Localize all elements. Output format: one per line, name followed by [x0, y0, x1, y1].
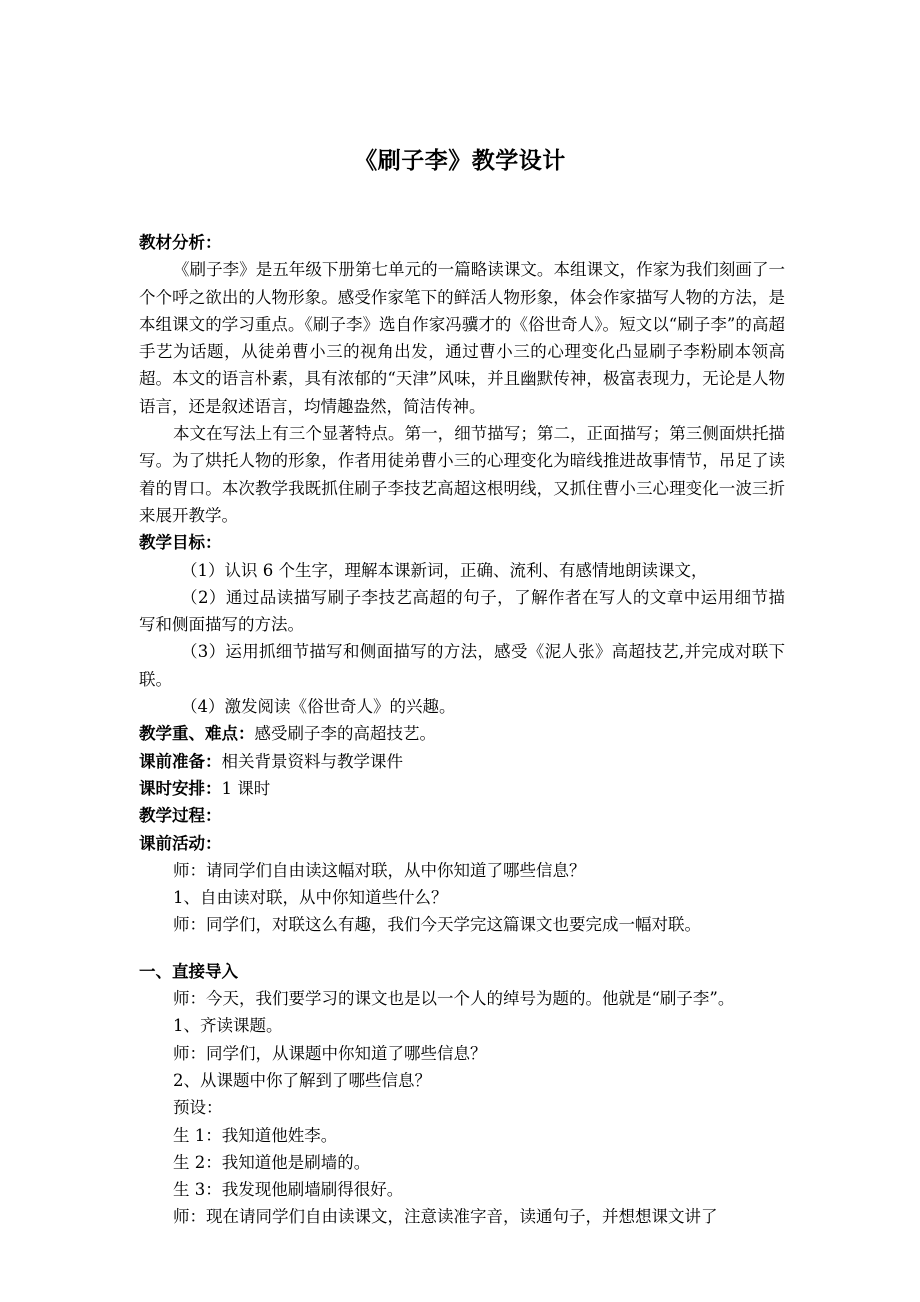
objective-item: （3）运用抓细节描写和侧面描写的方法，感受《泥人张》高超技艺,并完成对联下联。 — [139, 642, 785, 689]
schedule-value: 1 课时 — [221, 778, 271, 798]
key-points-label: 教学重、难点： — [139, 724, 255, 744]
intro-heading: 一、直接导入 — [139, 961, 238, 981]
intro-line: 师：现在请同学们自由读课文，注意读准字音，读通句子，并想想课文讲了 — [173, 1207, 718, 1227]
objective-item: （1）认识 6 个生字，理解本课新词，正确、流利、有感情地朗读课文， — [181, 560, 708, 580]
intro-line: 生 3：我发现他刷墙刷得很好。 — [173, 1180, 404, 1200]
section-gap — [139, 939, 785, 958]
schedule-label: 课时安排： — [139, 778, 222, 798]
pre-class-line: 1、自由读对联，从中你知道些什么？ — [173, 888, 448, 908]
key-points-line — [139, 720, 785, 747]
pre-class-line: 师：同学们，对联这么有趣，我们今天学完这篇课文也要完成一幅对联。 — [173, 915, 701, 935]
analysis-paragraph-1: 《刷子李》是五年级下册第七单元的一篇略读课文。本组课文，作家为我们刻画了一个个呼之欲出的人物形象。感受作家笔下的鲜活人物形象，体会作家描写人物的方法，是本组课文的学习重点。《刷子李》选自作家冯骥才的《俗世奇人》。短文以“刷子李”的高超手艺为话题，从徒弟曹小三的视角出发，通过曹小三的心理变化凸显刷子李粉刷本领高超。本文的语言朴素，具有浓郁的“天津”风味，并且幽默传神，极富表现力，无论是人物语言，还是叙述语言，均情趣盎然，简洁传神。 — [139, 260, 785, 416]
preparation-value: 相关背景资料与教学课件 — [221, 751, 403, 771]
document-title: 《刷子李》教学设计 — [354, 147, 566, 174]
pre-class-heading: 课前活动： — [139, 833, 222, 853]
intro-line: 师：同学们，从课题中你知道了哪些信息？ — [173, 1043, 487, 1063]
document-body — [139, 229, 785, 1231]
analysis-paragraph-2: 本文在写法上有三个显著特点。第一，细节描写；第二，正面描写；第三侧面烘托描写。为了烘托人物的形象，作者用徒弟曹小三的心理变化为暗线推进故事情节，吊足了读着的胃口。本次教学我既抓住刷子李技艺高超这根明线，又抓住曹小三心理变化一波三折来展开教学。 — [139, 424, 785, 525]
objective-item: （4）激发阅读《俗世奇人》的兴趣。 — [181, 697, 456, 717]
intro-line: 生 1：我知道他姓李。 — [173, 1125, 338, 1145]
process-heading: 教学过程： — [139, 806, 222, 826]
analysis-heading: 教材分析： — [139, 233, 222, 252]
pre-class-line: 师：请同学们自由读这幅对联，从中你知道了哪些信息？ — [173, 860, 586, 880]
key-points-value: 感受刷子李的高超技艺。 — [254, 724, 436, 744]
schedule-line — [139, 775, 785, 802]
intro-line: 2、从课题中你了解到了哪些信息？ — [173, 1070, 431, 1090]
preparation-line — [139, 748, 785, 775]
objectives-heading: 教学目标： — [139, 533, 222, 553]
intro-line: 预设： — [173, 1098, 223, 1118]
preparation-label: 课前准备： — [139, 751, 222, 771]
intro-line: 师：今天，我们要学习的课文也是以一个人的绰号为题的。他就是“刷子李”。 — [173, 989, 735, 1009]
intro-line: 1、齐读课题。 — [173, 1016, 283, 1036]
intro-line: 生 2：我知道他是刷墙的。 — [173, 1152, 371, 1172]
objective-item: （2）通过品读描写刷子李技艺高超的句子，了解作者在写人的文章中运用细节描写和侧面描写的方法。 — [139, 587, 785, 635]
